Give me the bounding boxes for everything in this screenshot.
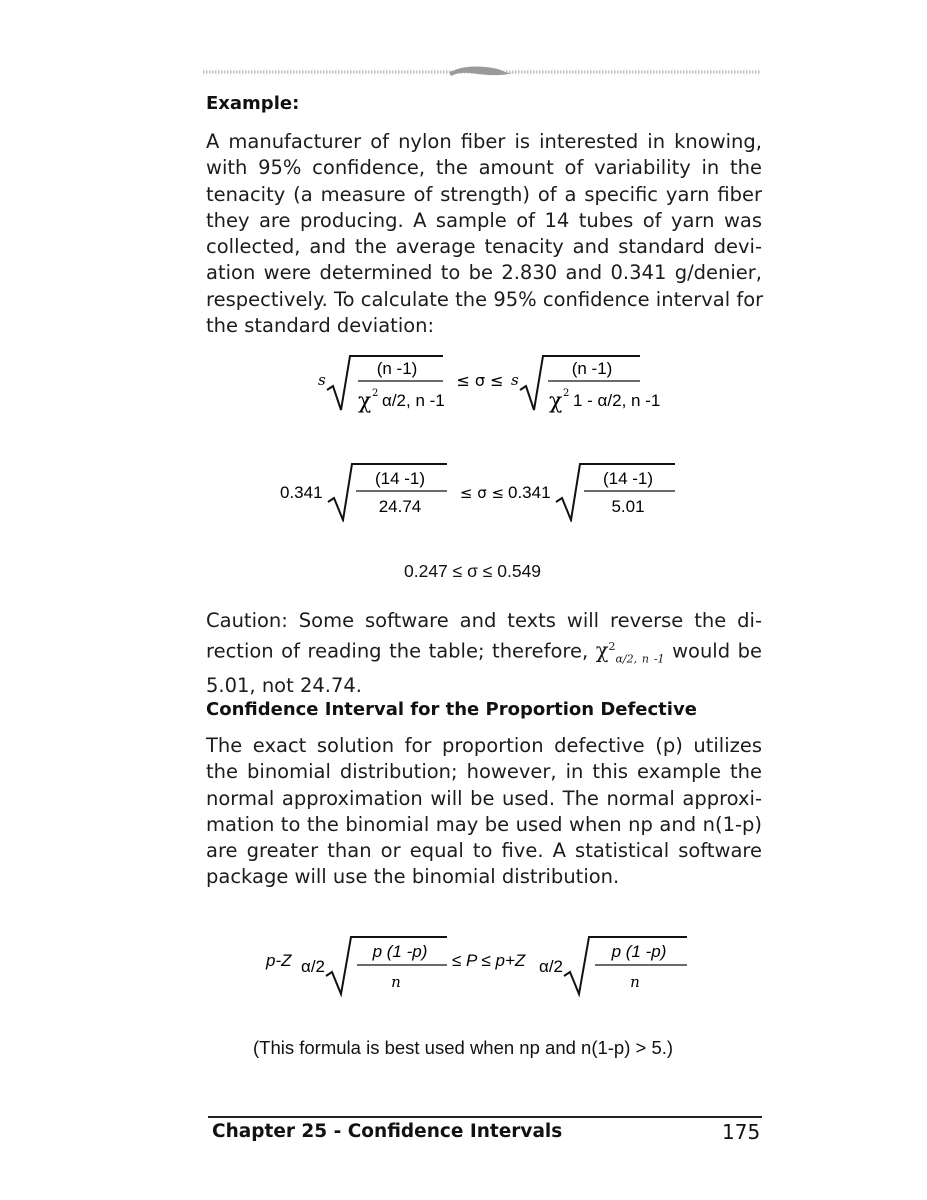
chi-sup: 2 (372, 388, 379, 399)
text-line: mation to the binomial may be used when np and n(1-p) (206, 812, 762, 836)
text-line: normal approximation will be used. The normal approxi- (206, 786, 762, 810)
chi-sub-right: 1 - α/2, n -1 (573, 391, 660, 410)
text-line: The exact solution for proportion defective (p) utilizes (206, 734, 762, 757)
paragraph-proportion (206, 733, 762, 891)
page-number: 175 (722, 1120, 761, 1144)
chi-sub: α/2, n -1 (382, 391, 445, 410)
coef-s-right: s (511, 371, 519, 389)
text-line: tenacity (a measure of strength) of a specific yarn fiber (206, 182, 762, 206)
caution-paragraph (206, 608, 762, 699)
text-line: 5.01, not 24.74. (206, 673, 362, 697)
left-term: p-Z (266, 951, 292, 970)
result-interval: 0.247 ≤ σ ≤ 0.549 (404, 561, 542, 581)
numerator: p (1 -p) (372, 942, 428, 961)
text-line: package will use the binomial distribution. (206, 865, 620, 889)
numerator-right: (n -1) (571, 359, 613, 378)
chi-symbol-right: χ (549, 389, 563, 414)
text-line: respectively. To calculate the 95% confidence interval for (206, 287, 764, 311)
denominator-right: n (630, 973, 640, 991)
coef-s: s (318, 371, 326, 389)
inequality: ≤ σ ≤ (456, 371, 504, 390)
inequality: ≤ σ ≤ (459, 484, 505, 502)
footer-chapter-title: Chapter 25 - Confidence Intervals (212, 1121, 563, 1142)
chi-symbol: χ (358, 389, 372, 414)
denominator-right: 5.01 (611, 497, 645, 516)
formula-sigma-numeric (276, 458, 686, 522)
example-heading: Example: (206, 93, 300, 114)
text-line: Caution: Some software and texts will reverse the di- (206, 609, 762, 632)
header-ornament (203, 62, 760, 82)
paragraph-intro (206, 129, 762, 339)
text-line-with-chi: rection of reading the table; therefore, $\chi^2_{\alpha/2, n -1}$ would be (206, 638, 762, 666)
text-line: the binomial distribution; however, in this example the (206, 760, 762, 784)
text-line: collected, and the average tenacity and standard devi- (206, 235, 762, 259)
text-line: are greater than or equal to five. A statistical software (206, 839, 762, 863)
numerator-left: (14 -1) (374, 469, 426, 488)
denominator: n (391, 973, 401, 991)
chi-sup-right: 2 (563, 388, 570, 399)
text-line: ation were determined to be 2.830 and 0.341 g/denier, (206, 261, 762, 285)
section-heading: Confidence Interval for the Proportion Defective (206, 699, 697, 720)
formula-proportion (262, 932, 692, 998)
text-line: they are producing. A sample of 14 tubes of yarn was (206, 208, 762, 232)
denominator-left: 24.74 (378, 497, 422, 516)
middle-term: ≤ P ≤ p+Z (452, 951, 526, 970)
chi-inline: χ (595, 638, 609, 663)
numerator-right: p (1 -p) (611, 942, 667, 961)
numerator-right: (14 -1) (602, 469, 654, 488)
numerator: (n -1) (376, 359, 418, 378)
text-line: with 95% confidence, the amount of variability in the (206, 156, 762, 180)
coef-right: 0.341 (508, 483, 551, 502)
formula-sigma-general (300, 350, 660, 420)
alpha-sub: α/2 (301, 957, 326, 976)
text-line: the standard deviation: (206, 314, 435, 338)
coef-left: 0.341 (280, 483, 323, 502)
formula-note: (This formula is best used when np and n(1-p) > 5.) (253, 1037, 674, 1058)
footer-rule (208, 1116, 762, 1118)
alpha-sub-right: α/2 (539, 957, 564, 976)
text-line: A manufacturer of nylon fiber is interested in knowing, (206, 130, 762, 153)
